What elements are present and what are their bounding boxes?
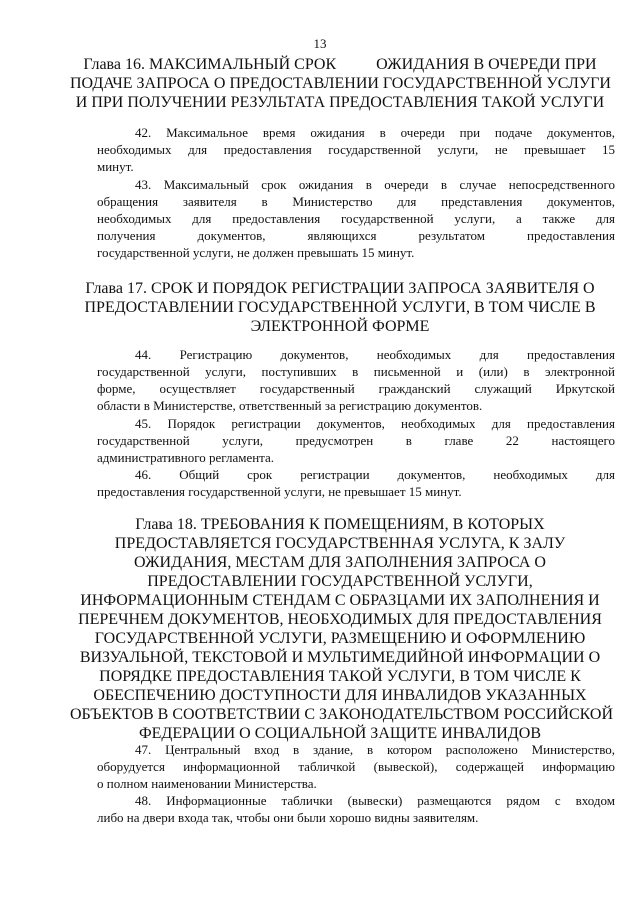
- chapter-title-line: Глава 16. МАКСИМАЛЬНЫЙ СРОК ОЖИДАНИЯ В ОЧЕРЕДИ ПРИ: [83, 56, 597, 73]
- paragraph-line: оборудуется информационной табличкой (вывеской), содержащей информацию: [97, 759, 615, 774]
- paragraph-line: 43. Максимальный срок ожидания в очереди в случае непосредственного: [135, 177, 615, 192]
- paragraph-line: 45. Порядок регистрации документов, необходимых для предоставления: [135, 416, 615, 431]
- paragraph-47: [97, 741, 615, 792]
- paragraph-line: 48. Информационные таблички (вывески) размещаются рядом с входом: [135, 793, 615, 808]
- chapter-title-line: ПРЕДОСТАВЛЕНИИ ГОСУДАРСТВЕННОЙ УСЛУГИ, В ТОМ ЧИСЛЕ В: [84, 299, 596, 316]
- chapter-16-title: [70, 55, 610, 112]
- page-number: 13: [313, 36, 327, 51]
- paragraph-line: 42. Максимальное время ожидания в очереди при подаче документов,: [135, 125, 615, 140]
- paragraph-line: предоставления государственной услуги, не превышает 15 минут.: [97, 484, 462, 499]
- paragraph-line: государственной услуги, предусмотрен в главе 22 настоящего: [97, 433, 615, 448]
- chapter-title-line: ВИЗУАЛЬНОЙ, ТЕКСТОВОЙ И МУЛЬТИМЕДИЙНОЙ ИНФОРМАЦИИ О: [79, 649, 601, 666]
- paragraph-line: форме, осуществляет государственный гражданский служащий Иркутской: [97, 381, 615, 396]
- chapter-title-line: ПОДАЧЕ ЗАПРОСА О ПРЕДОСТАВЛЕНИИ ГОСУДАРСТВЕННОЙ УСЛУГИ: [70, 75, 611, 92]
- paragraph-43: [97, 176, 615, 261]
- paragraph-line: либо на двери входа так, чтобы они были хорошо видны заявителям.: [97, 810, 479, 825]
- chapter-title-line: ИНФОРМАЦИОННЫМ СТЕНДАМ С ОБРАЗЦАМИ ИХ ЗАПОЛНЕНИЯ И: [80, 592, 600, 609]
- chapter-title-line: И ПРИ ПОЛУЧЕНИИ РЕЗУЛЬТАТА ПРЕДОСТАВЛЕНИЯ ТАКОЙ УСЛУГИ: [75, 94, 605, 111]
- paragraph-line: 44. Регистрацию документов, необходимых для предоставления: [135, 347, 615, 362]
- paragraph-line: минут.: [97, 159, 134, 174]
- paragraph-line: административного регламента.: [97, 450, 275, 465]
- chapter-title-line: Глава 18. ТРЕБОВАНИЯ К ПОМЕЩЕНИЯМ, В КОТОРЫХ: [135, 516, 545, 533]
- paragraph-line: государственной услуги, поступивших в письменной и (или) в электронной: [97, 364, 615, 379]
- chapter-title-line: ОБЕСПЕЧЕНИЮ ДОСТУПНОСТИ ДЛЯ ИНВАЛИДОВ УКАЗАННЫХ: [93, 687, 587, 704]
- chapter-title-line: ПЕРЕЧНЕМ ДОКУМЕНТОВ, НЕОБХОДИМЫХ ДЛЯ ПРЕДОСТАВЛЕНИЯ: [78, 611, 602, 628]
- paragraph-line: 46. Общий срок регистрации документов, необходимых для: [135, 467, 615, 482]
- paragraph-line: необходимых для предоставления государственной услуги, а также для: [97, 211, 615, 226]
- chapter-title-line: Глава 17. СРОК И ПОРЯДОК РЕГИСТРАЦИИ ЗАПРОСА ЗАЯВИТЕЛЯ О: [85, 280, 595, 297]
- chapter-title-line: ОБЪЕКТОВ В СООТВЕТСТВИИ С ЗАКОНОДАТЕЛЬСТВОМ РОССИЙСКОЙ: [70, 706, 614, 723]
- paragraph-line: области в Министерстве, ответственный за регистрацию документов.: [97, 398, 483, 413]
- paragraph-45: [97, 415, 615, 466]
- paragraph-46: [97, 466, 615, 500]
- chapter-title-line: ПРЕДОСТАВЛЕНИИ ГОСУДАРСТВЕННОЙ УСЛУГИ,: [147, 573, 533, 590]
- paragraph-42: [97, 124, 615, 175]
- paragraph-line: о полном наименовании Министерства.: [97, 776, 317, 791]
- chapter-title-line: ПРЕДОСТАВЛЯЕТСЯ ГОСУДАРСТВЕННАЯ УСЛУГА, К ЗАЛУ: [114, 535, 566, 552]
- chapter-18-title: [70, 515, 614, 743]
- chapter-title-line: ОЖИДАНИЯ, МЕСТАМ ДЛЯ ЗАПОЛНЕНИЯ ЗАПРОСА О: [134, 554, 546, 571]
- paragraph-line: необходимых для предоставления государственной услуги, не превышает 15: [97, 142, 615, 157]
- chapter-title-line: ФЕДЕРАЦИИ О СОЦИАЛЬНОЙ ЗАЩИТЕ ИНВАЛИДОВ: [138, 725, 541, 742]
- chapter-title-line: ГОСУДАРСТВЕННОЙ УСЛУГИ, РАЗМЕЩЕНИЮ И ОФОРМЛЕНИЮ: [94, 630, 586, 647]
- chapter-title-line: ПОРЯДКЕ ПРЕДОСТАВЛЕНИЯ ТАКОЙ УСЛУГИ, В ТОМ ЧИСЛЕ К: [99, 668, 581, 685]
- paragraph-48: [97, 792, 615, 826]
- paragraph-line: обращения заявителя в Министерство для представления документов,: [97, 194, 615, 209]
- paragraph-line: государственной услуги, не должен превышать 15 минут.: [97, 245, 415, 260]
- paragraph-line: получения документов, являющихся результатом предоставления: [97, 228, 615, 243]
- chapter-17-title: [70, 279, 610, 336]
- paragraph-44: [97, 346, 615, 414]
- paragraph-line: 47. Центральный вход в здание, в котором расположено Министерство,: [135, 742, 615, 757]
- chapter-title-line: ЭЛЕКТРОННОЙ ФОРМЕ: [250, 318, 430, 335]
